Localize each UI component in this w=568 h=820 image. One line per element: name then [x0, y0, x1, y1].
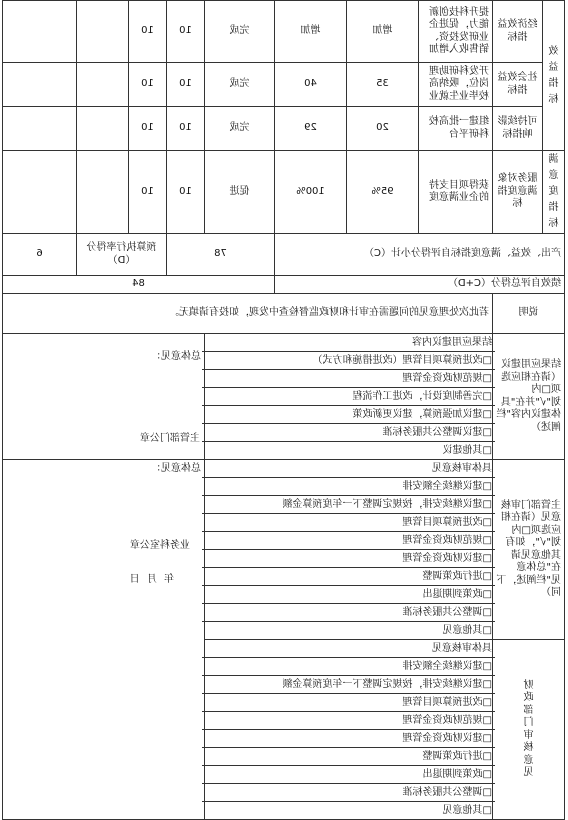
actual-cell: 增加	[275, 1, 347, 63]
indicator-cell: 组建一批高校科研平台	[419, 107, 493, 151]
subtotal-label: 产出、效益、满意度指标自评得分小计（C）	[275, 234, 565, 276]
option-item[interactable]: □完善制度设计，改进工作流程	[202, 387, 495, 405]
department-seal-label: 主管部门公章	[140, 432, 200, 444]
option-item[interactable]: □规范财政资金管理	[202, 711, 495, 729]
option-item[interactable]: □建议继续全额安排	[202, 657, 495, 675]
supervisor-review-label: 主管部门审核意见（请在相应选项□内划"√"，如有其他意见请在"总体意见"栏阐述，下同）	[493, 460, 565, 640]
supervisor-review-options	[205, 460, 493, 640]
target-cell: 35	[347, 63, 419, 107]
empty-cell	[3, 1, 77, 63]
result-apply-label: 结果应用建议（请在相应选项□内划"√"并在"具体建议内容"栏阐述）	[493, 334, 565, 460]
supervisor-review-row	[3, 460, 565, 640]
overall-opinion-label: 总体意见：	[151, 463, 201, 474]
status-cell: 完成	[205, 107, 275, 151]
empty-cell	[3, 63, 77, 107]
option-item: 结果应用建议内容	[412, 337, 492, 348]
option-item[interactable]: □政策到期退出	[202, 585, 495, 603]
option-item[interactable]: □建议加强预算，建议更新政策	[202, 405, 495, 423]
finance-review-label: 财政部门审核意见	[493, 640, 565, 820]
score-cell: 10	[129, 1, 167, 63]
option-item[interactable]: □建议继续安排，按规定调整下一年度预算金额	[202, 675, 495, 693]
empty-cell	[3, 151, 77, 234]
business-office-seal-label: 业务科室公章	[130, 540, 190, 551]
category-cell: 满意度指标	[543, 151, 565, 234]
subcategory-cell: 服务对象满意度指标	[493, 151, 543, 234]
option-item[interactable]: □其他意见	[202, 621, 495, 639]
overall-opinion-label: 总体意见：	[151, 351, 201, 362]
result-apply-row	[3, 334, 565, 460]
status-cell: 完成	[205, 63, 275, 107]
category-cell: 效益指标	[543, 1, 565, 151]
total-label: 绩效自评总得分（C+D）	[275, 276, 565, 294]
option-item[interactable]: □调整公共服务标准	[202, 603, 495, 621]
date-label: 年 月 日	[127, 574, 174, 585]
budget-execution-label: 预算执行率得分（D）	[77, 234, 167, 276]
total-row	[3, 276, 565, 294]
empty-cell	[3, 107, 77, 151]
actual-cell: 29	[275, 107, 347, 151]
option-item[interactable]: □进行政策调整	[202, 747, 495, 765]
target-cell: 增加	[347, 1, 419, 63]
table-row	[3, 151, 565, 234]
explanation-label: 说明	[493, 294, 565, 334]
performance-evaluation-table	[2, 0, 565, 820]
score-cell: 10	[129, 151, 167, 234]
score-cell: 10	[129, 107, 167, 151]
actual-cell: 40	[275, 63, 347, 107]
option-item[interactable]: □进行政策调整	[202, 567, 495, 585]
option-item[interactable]: □建议继续全额安排	[202, 477, 495, 495]
option-item[interactable]: □建议财政资金管理	[202, 729, 495, 747]
weight-cell: 10	[167, 63, 205, 107]
option-item: 具体审核意见	[432, 463, 492, 474]
weight-cell: 10	[167, 1, 205, 63]
finance-review-options	[205, 640, 493, 820]
score-cell: 10	[129, 63, 167, 107]
subtotal-value: 78	[167, 234, 275, 276]
option-item[interactable]: □改进预算项目管理（改进措施和方式）	[202, 351, 495, 369]
target-cell: 20	[347, 107, 419, 151]
option-item[interactable]: □建议财政资金管理	[202, 549, 495, 567]
option-item[interactable]: □其他建议	[202, 441, 495, 459]
subcategory-cell: 社会效益指标	[493, 63, 543, 107]
status-cell: 促进	[205, 151, 275, 234]
explanation-row	[3, 294, 565, 334]
total-value: 84	[3, 276, 275, 294]
option-item[interactable]: □调整公共服务标准	[202, 783, 495, 801]
indicator-cell: 获得项目支持的企业满意度	[419, 151, 493, 234]
explanation-text: 若此次处理意见的问题需在审计和财政监督检查中发现，如投有请填无。	[3, 294, 493, 334]
subcategory-cell: 经济效益指标	[493, 1, 543, 63]
option-item[interactable]: □改进预算项目管理	[202, 513, 495, 531]
weight-cell: 10	[167, 107, 205, 151]
empty-cell	[77, 63, 129, 107]
review-opinion-cell	[3, 460, 205, 820]
table-row	[3, 1, 565, 63]
indicator-cell: 开发科研助理岗位，吸纳高校毕业生就业	[419, 63, 493, 107]
option-item[interactable]: □改进预算项目管理	[202, 693, 495, 711]
option-item[interactable]: □规范财政资金管理	[202, 531, 495, 549]
option-item[interactable]: □建议继续安排，按规定调整下一年度预算金额	[202, 495, 495, 513]
table-row	[3, 63, 565, 107]
budget-execution-value: 6	[3, 234, 77, 276]
result-apply-options	[205, 334, 493, 460]
option-item[interactable]: □规范财政资金管理	[202, 369, 495, 387]
actual-cell: 100%	[275, 151, 347, 234]
subtotal-row	[3, 234, 565, 276]
empty-cell	[77, 151, 129, 234]
subcategory-cell: 可持续影响指标	[493, 107, 543, 151]
status-cell: 完成	[205, 1, 275, 63]
option-item[interactable]: □政策到期退出	[202, 765, 495, 783]
target-cell: 95%	[347, 151, 419, 234]
table-row	[3, 107, 565, 151]
option-item[interactable]: □其他意见	[202, 801, 495, 819]
result-apply-opinion	[3, 334, 205, 460]
empty-cell	[77, 1, 129, 63]
indicator-cell: 提升科技创新能力，促进企业研发投资、销售收入增加	[419, 1, 493, 63]
empty-cell	[77, 107, 129, 151]
option-item: 具体审核意见	[432, 643, 492, 654]
weight-cell: 10	[167, 151, 205, 234]
option-item[interactable]: □建议调整公共服务标准	[202, 423, 495, 441]
